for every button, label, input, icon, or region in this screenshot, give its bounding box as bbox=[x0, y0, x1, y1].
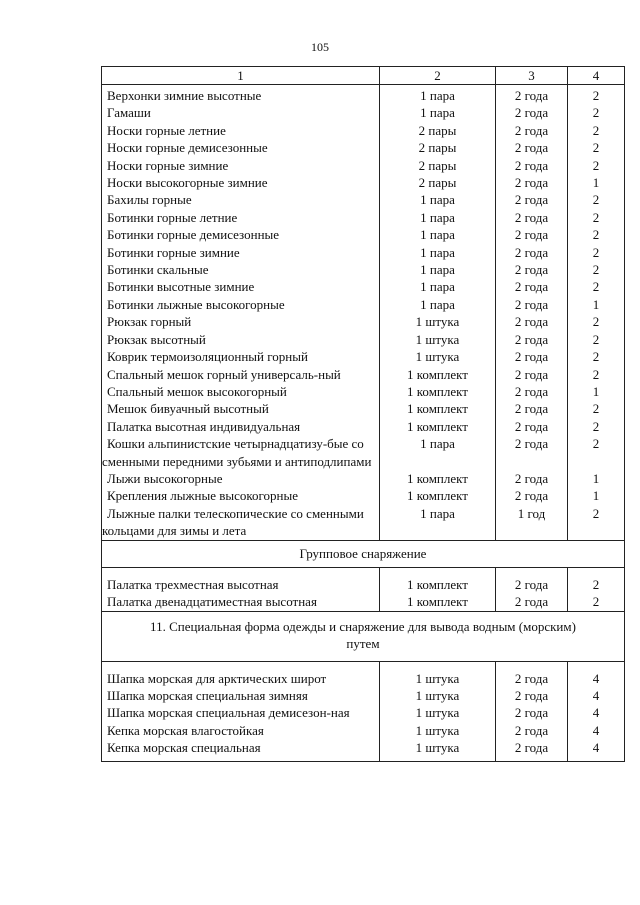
item-quantity: 2 пары bbox=[380, 157, 496, 174]
column-header-2: 2 bbox=[380, 67, 496, 85]
item-name: Палатка двенадцатиместная высотная bbox=[102, 593, 380, 611]
item-period: 2 года bbox=[496, 383, 568, 400]
item-period: 1 год bbox=[496, 505, 568, 540]
table-row bbox=[102, 739, 625, 761]
item-quantity: 1 пара bbox=[380, 104, 496, 121]
item-quantity: 1 комплект bbox=[380, 470, 496, 487]
table-row bbox=[102, 400, 625, 417]
item-name: Ботинки горные демисезонные bbox=[102, 226, 380, 243]
item-name: Палатка высотная индивидуальная bbox=[102, 418, 380, 435]
item-quantity: 1 пара bbox=[380, 244, 496, 261]
item-count: 2 bbox=[568, 348, 625, 365]
table-row bbox=[102, 722, 625, 739]
item-name: Гамаши bbox=[102, 104, 380, 121]
item-quantity: 1 комплект bbox=[380, 418, 496, 435]
item-name: Палатка трехместная высотная bbox=[102, 567, 380, 593]
table-row bbox=[102, 348, 625, 365]
table-row bbox=[102, 104, 625, 121]
item-quantity: 1 штука bbox=[380, 348, 496, 365]
table-row bbox=[102, 226, 625, 243]
item-period: 2 года bbox=[496, 661, 568, 687]
item-quantity: 2 пары bbox=[380, 139, 496, 156]
item-count: 2 bbox=[568, 313, 625, 330]
equipment-table bbox=[101, 66, 625, 762]
item-count: 2 bbox=[568, 261, 625, 278]
item-quantity: 1 пара bbox=[380, 505, 496, 540]
table-row bbox=[102, 487, 625, 504]
table-row bbox=[102, 505, 625, 540]
item-count: 4 bbox=[568, 739, 625, 761]
table-row bbox=[102, 174, 625, 191]
item-name: Носки горные демисезонные bbox=[102, 139, 380, 156]
item-quantity: 1 штука bbox=[380, 704, 496, 721]
table-row bbox=[102, 567, 625, 593]
item-count: 2 bbox=[568, 104, 625, 121]
item-name: Носки горные летние bbox=[102, 122, 380, 139]
item-quantity: 1 пара bbox=[380, 191, 496, 208]
item-count: 4 bbox=[568, 704, 625, 721]
table-row bbox=[102, 191, 625, 208]
item-quantity: 1 комплект bbox=[380, 567, 496, 593]
page-number: 105 bbox=[311, 40, 329, 54]
item-period: 2 года bbox=[496, 104, 568, 121]
section-heading-group-row bbox=[102, 540, 625, 567]
item-quantity: 2 пары bbox=[380, 122, 496, 139]
item-count: 4 bbox=[568, 661, 625, 687]
item-name: Верхонки зимние высотные bbox=[102, 85, 380, 105]
item-name: Ботинки скальные bbox=[102, 261, 380, 278]
item-period: 2 года bbox=[496, 400, 568, 417]
item-name: Рюкзак горный bbox=[102, 313, 380, 330]
item-name: Кошки альпинистские четырнадцатизу-бые со сменными передними зубьями и антиподлипами bbox=[102, 435, 380, 470]
item-count: 2 bbox=[568, 593, 625, 611]
item-quantity: 1 штука bbox=[380, 331, 496, 348]
item-period: 2 года bbox=[496, 704, 568, 721]
item-period: 2 года bbox=[496, 593, 568, 611]
item-name: Рюкзак высотный bbox=[102, 331, 380, 348]
table-row bbox=[102, 331, 625, 348]
item-count: 2 bbox=[568, 85, 625, 105]
table-row bbox=[102, 85, 625, 105]
item-period: 2 года bbox=[496, 739, 568, 761]
item-count: 2 bbox=[568, 366, 625, 383]
item-quantity: 1 штука bbox=[380, 313, 496, 330]
item-count: 2 bbox=[568, 278, 625, 295]
item-period: 2 года bbox=[496, 435, 568, 470]
item-quantity: 1 пара bbox=[380, 278, 496, 295]
item-quantity: 1 пара bbox=[380, 226, 496, 243]
item-name: Спальный мешок высокогорный bbox=[102, 383, 380, 400]
item-period: 2 года bbox=[496, 122, 568, 139]
item-period: 2 года bbox=[496, 139, 568, 156]
item-name: Шапка морская специальная демисезон-ная bbox=[102, 704, 380, 721]
table-row bbox=[102, 139, 625, 156]
item-name: Ботинки лыжные высокогорные bbox=[102, 296, 380, 313]
item-quantity: 1 комплект bbox=[380, 593, 496, 611]
item-quantity: 1 штука bbox=[380, 687, 496, 704]
item-period: 2 года bbox=[496, 157, 568, 174]
item-period: 2 года bbox=[496, 418, 568, 435]
table-row bbox=[102, 278, 625, 295]
item-name: Шапка морская для арктических широт bbox=[102, 661, 380, 687]
item-name: Лыжи высокогорные bbox=[102, 470, 380, 487]
item-count: 2 bbox=[568, 567, 625, 593]
table-row bbox=[102, 418, 625, 435]
table-row bbox=[102, 122, 625, 139]
item-quantity: 1 штука bbox=[380, 661, 496, 687]
item-count: 1 bbox=[568, 470, 625, 487]
item-period: 2 года bbox=[496, 278, 568, 295]
table-row bbox=[102, 593, 625, 611]
item-count: 2 bbox=[568, 139, 625, 156]
item-period: 2 года bbox=[496, 470, 568, 487]
table-row bbox=[102, 157, 625, 174]
item-quantity: 1 пара bbox=[380, 435, 496, 470]
item-quantity: 1 комплект bbox=[380, 400, 496, 417]
item-count: 2 bbox=[568, 244, 625, 261]
column-header-1: 1 bbox=[102, 67, 380, 85]
table-row bbox=[102, 383, 625, 400]
item-period: 2 года bbox=[496, 722, 568, 739]
table-row bbox=[102, 470, 625, 487]
table-row bbox=[102, 435, 625, 470]
table-row bbox=[102, 244, 625, 261]
item-name: Носки горные зимние bbox=[102, 157, 380, 174]
item-quantity: 1 пара bbox=[380, 209, 496, 226]
item-name: Крепления лыжные высокогорные bbox=[102, 487, 380, 504]
table-row bbox=[102, 687, 625, 704]
item-count: 2 bbox=[568, 331, 625, 348]
item-count: 2 bbox=[568, 122, 625, 139]
table-row bbox=[102, 209, 625, 226]
item-period: 2 года bbox=[496, 348, 568, 365]
item-period: 2 года bbox=[496, 226, 568, 243]
item-count: 2 bbox=[568, 505, 625, 540]
item-name: Носки высокогорные зимние bbox=[102, 174, 380, 191]
item-period: 2 года bbox=[496, 687, 568, 704]
item-name: Бахилы горные bbox=[102, 191, 380, 208]
item-period: 2 года bbox=[496, 174, 568, 191]
table-row bbox=[102, 261, 625, 278]
item-count: 1 bbox=[568, 487, 625, 504]
item-quantity: 1 пара bbox=[380, 261, 496, 278]
item-period: 2 года bbox=[496, 261, 568, 278]
item-name: Ботинки горные зимние bbox=[102, 244, 380, 261]
item-count: 2 bbox=[568, 435, 625, 470]
item-period: 2 года bbox=[496, 313, 568, 330]
item-count: 2 bbox=[568, 226, 625, 243]
section-heading-11: 11. Специальная форма одежды и снаряжение для вывода водным (морским) путем bbox=[102, 611, 625, 661]
item-name: Лыжные палки телескопические со сменными кольцами для зимы и лета bbox=[102, 505, 380, 540]
item-count: 2 bbox=[568, 209, 625, 226]
item-count: 4 bbox=[568, 722, 625, 739]
table-row bbox=[102, 661, 625, 687]
item-quantity: 1 пара bbox=[380, 296, 496, 313]
item-count: 2 bbox=[568, 418, 625, 435]
item-count: 2 bbox=[568, 191, 625, 208]
item-quantity: 1 комплект bbox=[380, 487, 496, 504]
item-count: 2 bbox=[568, 400, 625, 417]
table-row bbox=[102, 366, 625, 383]
item-quantity: 1 штука bbox=[380, 722, 496, 739]
item-count: 4 bbox=[568, 687, 625, 704]
item-name: Коврик термоизоляционный горный bbox=[102, 348, 380, 365]
item-name: Ботинки горные летние bbox=[102, 209, 380, 226]
item-period: 2 года bbox=[496, 209, 568, 226]
table-row bbox=[102, 313, 625, 330]
item-quantity: 1 штука bbox=[380, 739, 496, 761]
item-period: 2 года bbox=[496, 331, 568, 348]
header-row bbox=[102, 67, 625, 85]
item-quantity: 1 комплект bbox=[380, 383, 496, 400]
item-period: 2 года bbox=[496, 85, 568, 105]
table-row bbox=[102, 296, 625, 313]
item-period: 2 года bbox=[496, 191, 568, 208]
section-heading-group: Групповое снаряжение bbox=[102, 540, 625, 567]
item-name: Спальный мешок горный универсаль-ный bbox=[102, 366, 380, 383]
item-period: 2 года bbox=[496, 366, 568, 383]
item-count: 1 bbox=[568, 296, 625, 313]
item-quantity: 2 пары bbox=[380, 174, 496, 191]
column-header-4: 4 bbox=[568, 67, 625, 85]
item-quantity: 1 комплект bbox=[380, 366, 496, 383]
item-quantity: 1 пара bbox=[380, 85, 496, 105]
section-heading-11-row bbox=[102, 611, 625, 661]
item-name: Мешок бивуачный высотный bbox=[102, 400, 380, 417]
item-period: 2 года bbox=[496, 567, 568, 593]
item-period: 2 года bbox=[496, 487, 568, 504]
item-count: 1 bbox=[568, 174, 625, 191]
column-header-3: 3 bbox=[496, 67, 568, 85]
item-count: 2 bbox=[568, 157, 625, 174]
item-name: Кепка морская специальная bbox=[102, 739, 380, 761]
item-name: Кепка морская влагостойкая bbox=[102, 722, 380, 739]
item-name: Шапка морская специальная зимняя bbox=[102, 687, 380, 704]
item-period: 2 года bbox=[496, 244, 568, 261]
item-period: 2 года bbox=[496, 296, 568, 313]
item-count: 1 bbox=[568, 383, 625, 400]
item-name: Ботинки высотные зимние bbox=[102, 278, 380, 295]
table-row bbox=[102, 704, 625, 721]
